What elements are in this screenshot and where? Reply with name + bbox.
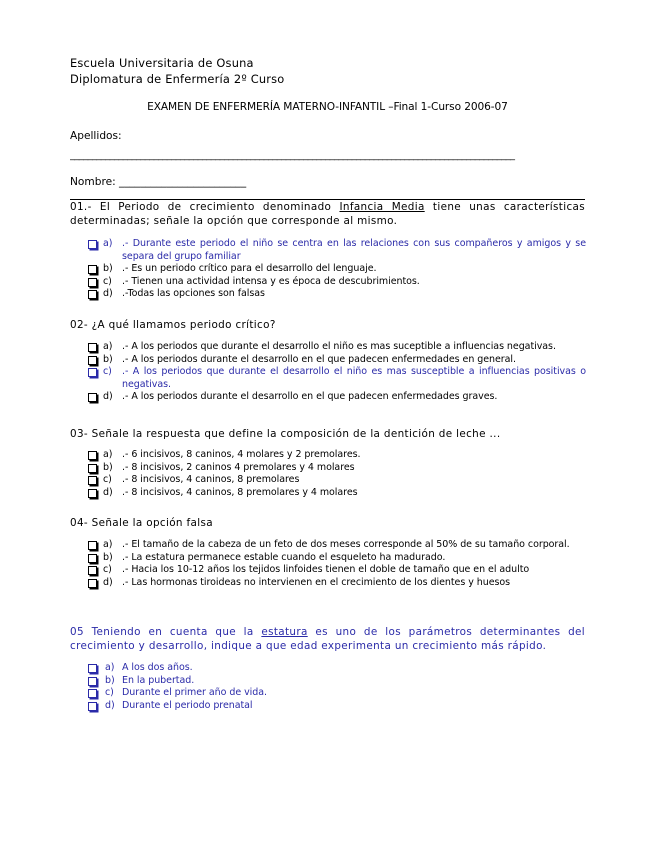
option-3c[interactable] bbox=[88, 474, 586, 487]
question-5-suffix: es uno de los parámetros determinantes del crecimiento y desarrollo, indique a que edad experimenta un crecimiento más rápido. bbox=[70, 626, 585, 652]
option-3a[interactable] bbox=[88, 449, 586, 462]
checkbox-icon[interactable] bbox=[88, 566, 97, 575]
question-4-options bbox=[88, 539, 586, 589]
question-3-prefix: 03- Señale la respuesta que define la composición de la dentición de leche ... bbox=[70, 428, 501, 440]
option-4c[interactable] bbox=[88, 564, 586, 577]
option-letter: b) bbox=[103, 461, 113, 473]
option-text: En la pubertad. bbox=[122, 674, 195, 686]
option-text: .- 6 incisivos, 8 caninos, 4 molares y 2 premolares. bbox=[122, 449, 361, 460]
option-letter: d) bbox=[103, 576, 113, 588]
checkbox-icon[interactable] bbox=[88, 541, 97, 550]
question-5-prefix: 05 Teniendo en cuenta que la bbox=[70, 626, 262, 638]
option-letter: c) bbox=[105, 687, 114, 699]
question-1-underlined-term: Infancia Media bbox=[339, 201, 425, 213]
option-5d[interactable] bbox=[88, 700, 586, 713]
question-2-options bbox=[88, 341, 586, 404]
checkbox-icon[interactable] bbox=[88, 278, 97, 287]
option-letter: a) bbox=[105, 662, 115, 673]
option-text: .- 8 incisivos, 4 caninos, 8 premolares bbox=[122, 474, 300, 486]
checkbox-icon[interactable] bbox=[88, 464, 97, 473]
option-letter: d) bbox=[103, 288, 113, 300]
option-letter: a) bbox=[103, 341, 113, 352]
checkbox-icon[interactable] bbox=[88, 368, 97, 377]
option-text: .- Es un periodo crítico para el desarrollo del lenguaje. bbox=[122, 263, 377, 275]
option-text: .- A los periodos que durante el desarrollo el niño es mas suceptible a influencias negativas. bbox=[122, 341, 556, 352]
checkbox-icon[interactable] bbox=[88, 265, 97, 274]
question-5-underlined-term: estatura bbox=[261, 626, 308, 638]
option-1a[interactable] bbox=[88, 238, 586, 263]
option-4b[interactable] bbox=[88, 552, 586, 565]
option-letter: b) bbox=[103, 551, 113, 563]
question-1-suffix: tiene unas características determinadas; señale la opción que corresponde al mismo. bbox=[70, 201, 585, 227]
option-text: .- Las hormonas tiroideas no intervienen en el crecimiento de los dientes y huesos bbox=[122, 576, 511, 588]
checkbox-icon[interactable] bbox=[88, 393, 97, 402]
option-letter: c) bbox=[103, 564, 112, 576]
option-2b[interactable] bbox=[88, 354, 586, 367]
option-text: A los dos años. bbox=[122, 662, 193, 673]
option-text: .- El tamaño de la cabeza de un feto de dos meses corresponde al 50% de su tamaño corporal. bbox=[122, 539, 570, 550]
option-letter: c) bbox=[103, 474, 112, 486]
option-1d[interactable] bbox=[88, 288, 586, 301]
checkbox-icon[interactable] bbox=[88, 343, 97, 352]
option-1c[interactable] bbox=[88, 276, 586, 289]
option-letter: a) bbox=[103, 238, 113, 249]
option-text: .- Durante este periodo el niño se centra en las relaciones con sus compañeros y amigos y se separa del grupo familiar bbox=[122, 238, 586, 262]
checkbox-icon[interactable] bbox=[88, 579, 97, 588]
option-text: .-Todas las opciones son falsas bbox=[122, 288, 265, 300]
question-3 bbox=[70, 428, 585, 442]
option-1b[interactable] bbox=[88, 263, 586, 276]
option-4a[interactable] bbox=[88, 539, 586, 552]
question-1-options bbox=[88, 238, 586, 301]
checkbox-icon[interactable] bbox=[88, 554, 97, 563]
option-5a[interactable] bbox=[88, 662, 586, 675]
option-letter: b) bbox=[103, 353, 113, 365]
question-3-options bbox=[88, 449, 586, 499]
name-field: Nombre: ________________________ bbox=[70, 176, 247, 188]
checkbox-icon[interactable] bbox=[88, 689, 97, 698]
option-letter: d) bbox=[103, 391, 113, 403]
option-text: .- A los periodos durante el desarrollo en el que padecen enfermedades en general. bbox=[122, 353, 516, 365]
checkbox-icon[interactable] bbox=[88, 476, 97, 485]
option-letter: d) bbox=[105, 699, 115, 711]
option-letter: b) bbox=[105, 674, 115, 686]
checkbox-icon[interactable] bbox=[88, 664, 97, 673]
question-2-prefix: 02- ¿A qué llamamos periodo crítico? bbox=[70, 319, 276, 331]
checkbox-icon[interactable] bbox=[88, 451, 97, 460]
question-2 bbox=[70, 319, 585, 333]
option-letter: b) bbox=[103, 263, 113, 275]
option-text: Durante el primer año de vida. bbox=[122, 687, 267, 699]
question-5 bbox=[70, 626, 585, 653]
option-2a[interactable] bbox=[88, 341, 586, 354]
option-2d[interactable] bbox=[88, 391, 586, 404]
option-letter: d) bbox=[103, 486, 113, 498]
option-text: .- A los periodos durante el desarrollo en el que padecen enfermedades graves. bbox=[122, 391, 498, 403]
question-4 bbox=[70, 517, 585, 531]
option-text: .- A los periodos que durante el desarrollo el niño es mas susceptible a influencias positivas o negativas. bbox=[122, 366, 586, 390]
surname-line: _____________________________________________________________________________________________________ bbox=[70, 150, 515, 161]
surname-label: Apellidos: bbox=[70, 130, 122, 142]
option-5b[interactable] bbox=[88, 675, 586, 688]
separator-rule bbox=[70, 199, 585, 200]
exam-title: EXAMEN DE ENFERMERÍA MATERNO-INFANTIL –Final 1-Curso 2006-07 bbox=[147, 101, 508, 113]
option-letter: a) bbox=[103, 539, 113, 550]
option-text: .- 8 incisivos, 2 caninos 4 premolares y 4 molares bbox=[122, 461, 355, 473]
question-4-prefix: 04- Señale la opción falsa bbox=[70, 517, 213, 529]
checkbox-icon[interactable] bbox=[88, 677, 97, 686]
option-4d[interactable] bbox=[88, 577, 586, 590]
option-text: .- La estatura permanece estable cuando el esqueleto ha madurado. bbox=[122, 551, 446, 563]
question-1-prefix: 01.- El Periodo de crecimiento denominado bbox=[70, 201, 340, 213]
option-letter: a) bbox=[103, 449, 113, 460]
checkbox-icon[interactable] bbox=[88, 356, 97, 365]
option-3b[interactable] bbox=[88, 462, 586, 475]
question-1 bbox=[70, 201, 585, 228]
option-letter: c) bbox=[103, 366, 112, 378]
course-name: Diplomatura de Enfermería 2º Curso bbox=[70, 72, 285, 86]
checkbox-icon[interactable] bbox=[88, 489, 97, 498]
option-2c[interactable] bbox=[88, 366, 586, 391]
checkbox-icon[interactable] bbox=[88, 702, 97, 711]
option-5c[interactable] bbox=[88, 687, 586, 700]
option-letter: c) bbox=[103, 275, 112, 287]
option-text: .- Hacia los 10-12 años los tejidos linfoides tienen el doble de tamaño que en el adulto bbox=[122, 564, 530, 576]
option-text: .- Tienen una actividad intensa y es época de descubrimientos. bbox=[122, 275, 420, 287]
question-5-options bbox=[88, 662, 586, 712]
school-name: Escuela Universitaria de Osuna bbox=[70, 56, 254, 70]
checkbox-icon[interactable] bbox=[88, 240, 97, 249]
option-text: .- 8 incisivos, 4 caninos, 8 premolares y 4 molares bbox=[122, 486, 358, 498]
option-3d[interactable] bbox=[88, 487, 586, 500]
option-text: Durante el periodo prenatal bbox=[122, 699, 253, 711]
checkbox-icon[interactable] bbox=[88, 290, 97, 299]
